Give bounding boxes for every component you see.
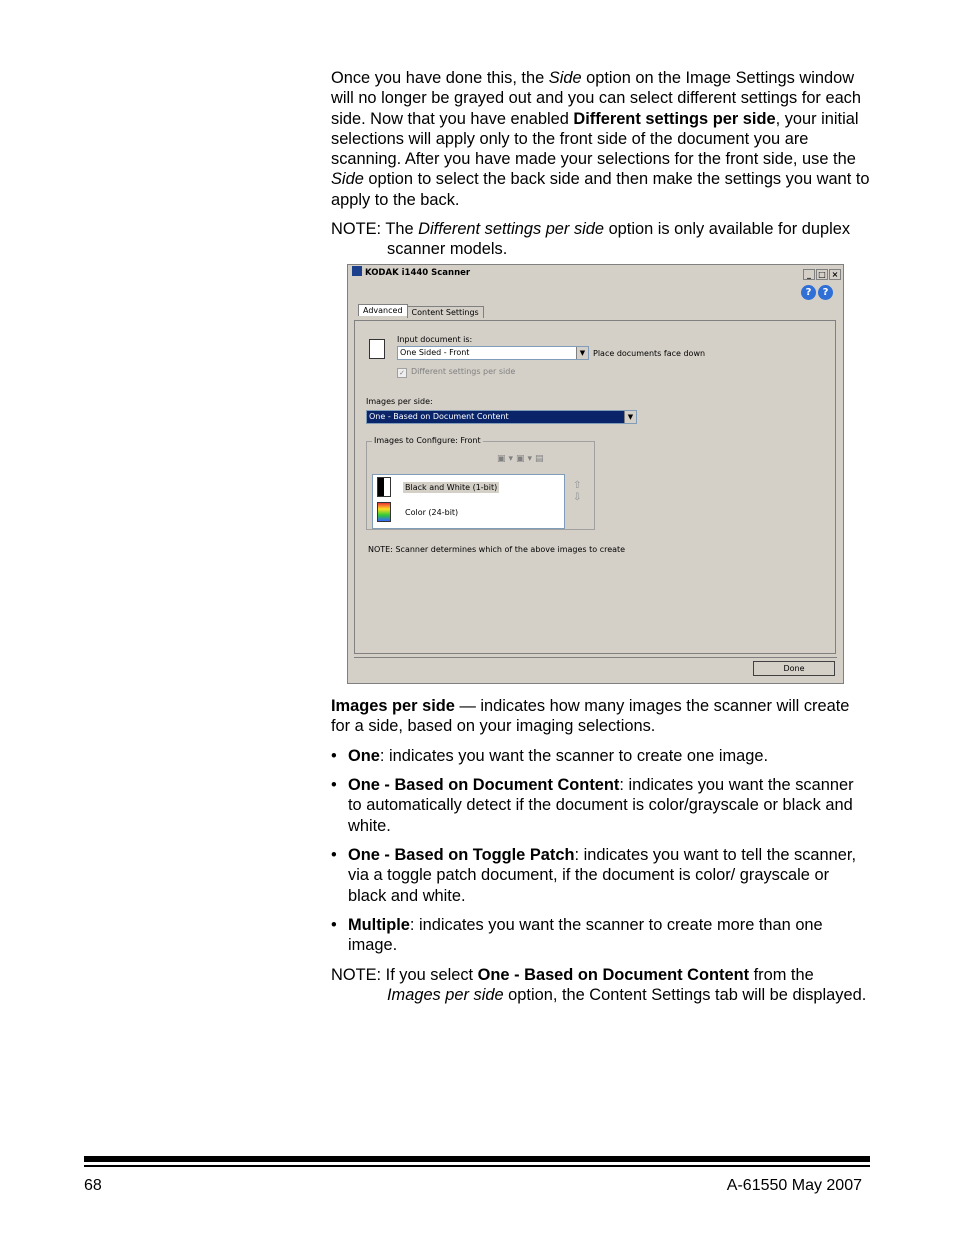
list-item-label: Color (24-bit) — [405, 508, 459, 517]
list-item-label: Black and White (1-bit) — [405, 483, 498, 492]
input-document-select[interactable] — [397, 346, 589, 360]
note-duplex — [331, 219, 871, 260]
note1-text-1: The — [381, 220, 419, 238]
note2-text-2: from the — [749, 966, 814, 984]
color-icon — [377, 502, 391, 522]
bullet-one-based-doc — [331, 775, 871, 836]
intro-text-3: , your initial selections will apply only to the front side of the document you are scanning. After you have made your selections for the front side, use the — [331, 109, 859, 169]
bullet-text: : indicates you want the scanner to create one image. — [379, 747, 769, 765]
note-label: NOTE: — [331, 966, 382, 984]
move-down-icon[interactable]: ⇩ — [573, 492, 582, 503]
kodak-app-icon — [352, 266, 362, 276]
window-titlebar — [348, 265, 843, 281]
chevron-down-icon[interactable]: ▼ — [624, 411, 636, 423]
images-per-side-select[interactable] — [366, 410, 637, 424]
page-number: 68 — [84, 1177, 102, 1194]
done-button[interactable]: Done — [753, 661, 835, 676]
black-white-icon — [377, 477, 391, 497]
advanced-tab-panel — [354, 320, 836, 654]
note-label: NOTE: — [331, 220, 382, 238]
bullet-dot: • — [331, 776, 337, 794]
group-title: Images to Configure: Front — [374, 436, 481, 445]
move-up-icon[interactable]: ⇧ — [573, 480, 582, 491]
bullet-one-based-toggle — [331, 845, 871, 906]
note-content-settings — [331, 965, 871, 1006]
images-per-side-paragraph — [331, 696, 871, 737]
bullet-text: : indicates you want to tell the scanner, via a toggle patch document, if the document is color/ grayscale or black and white. — [348, 846, 857, 905]
toolbar-icons[interactable]: ▣▾▣▾▤ — [497, 454, 547, 464]
minimize-icon[interactable]: _ — [803, 269, 815, 280]
scanner-window-screenshot — [347, 264, 844, 684]
bullet-dot: • — [331, 846, 337, 864]
checkbox-label: Different settings per side — [411, 367, 516, 376]
input-document-label: Input document is: — [397, 335, 473, 344]
bullet-bold: Multiple — [348, 916, 410, 934]
chevron-down-icon[interactable]: ▼ — [576, 347, 588, 359]
ips-text: — indicates how many images the scanner will create for a side, based on your imaging selections. — [331, 697, 850, 736]
tab-advanced[interactable]: Advanced — [358, 304, 408, 316]
bullet-text: : indicates you want the scanner to create more than one image. — [348, 916, 823, 955]
note2-text-3: option, the Content Settings tab will be displayed. — [503, 986, 867, 1005]
ips-bold: Images per side — [331, 697, 455, 715]
note1-italic: Different settings per side — [418, 220, 605, 238]
note2-italic: Images per side — [387, 986, 504, 1005]
bullet-bold: One - Based on Document Content — [348, 776, 620, 794]
intro-text-1: Once you have done this, the — [331, 69, 549, 87]
close-icon[interactable]: × — [829, 269, 841, 280]
images-per-side-label: Images per side: — [366, 397, 433, 406]
bullet-bold: One — [348, 747, 380, 765]
note1-text-2: option is only available for duplex scanner models. — [387, 220, 851, 259]
footer-rule-thin — [84, 1165, 870, 1167]
bullet-dot: • — [331, 747, 337, 765]
tab-content-settings[interactable]: Content Settings — [407, 306, 484, 318]
bullet-dot: • — [331, 916, 337, 934]
input-document-value: One Sided - Front — [400, 348, 470, 357]
intro-text-4: option to select the back side and then make the settings you want to apply to the back. — [331, 170, 870, 209]
context-help-icon[interactable]: ? — [818, 285, 833, 300]
images-per-side-value: One - Based on Document Content — [369, 412, 509, 421]
bullet-multiple — [331, 915, 871, 956]
intro-side-italic: Side — [548, 69, 582, 87]
bullet-text: : indicates you want the scanner to automatically detect if the document is color/grayscale or black and white. — [348, 776, 854, 835]
images-listbox[interactable] — [372, 474, 565, 529]
footer-rule-thick — [84, 1156, 870, 1162]
bullet-bold: One - Based on Toggle Patch — [348, 846, 575, 864]
document-id: A-61550 May 2007 — [726, 1177, 862, 1194]
window-title: KODAK i1440 Scanner — [365, 268, 471, 278]
intro-text-2: option on the Image Settings window will no longer be grayed out and you can select different settings for each side. Now that you have enabled — [331, 69, 861, 128]
images-to-configure-group — [366, 436, 595, 530]
document-icon — [369, 339, 385, 359]
different-settings-checkbox[interactable] — [397, 367, 515, 378]
intro-bold: Different settings per side — [573, 109, 776, 128]
intro-paragraph — [331, 68, 871, 210]
place-documents-text: Place documents face down — [593, 349, 706, 358]
intro-side-italic-2: Side — [331, 170, 364, 189]
note2-bold: One - Based on Document Content — [477, 966, 750, 984]
scanner-note: NOTE: Scanner determines which of the above images to create — [368, 545, 626, 554]
divider — [354, 657, 837, 658]
checkbox-icon[interactable]: ✓ — [397, 368, 407, 378]
note2-text-1: If you select — [381, 966, 478, 984]
bullet-one — [331, 746, 871, 766]
help-icon[interactable]: ? — [801, 285, 816, 300]
maximize-icon[interactable]: □ — [816, 269, 828, 280]
